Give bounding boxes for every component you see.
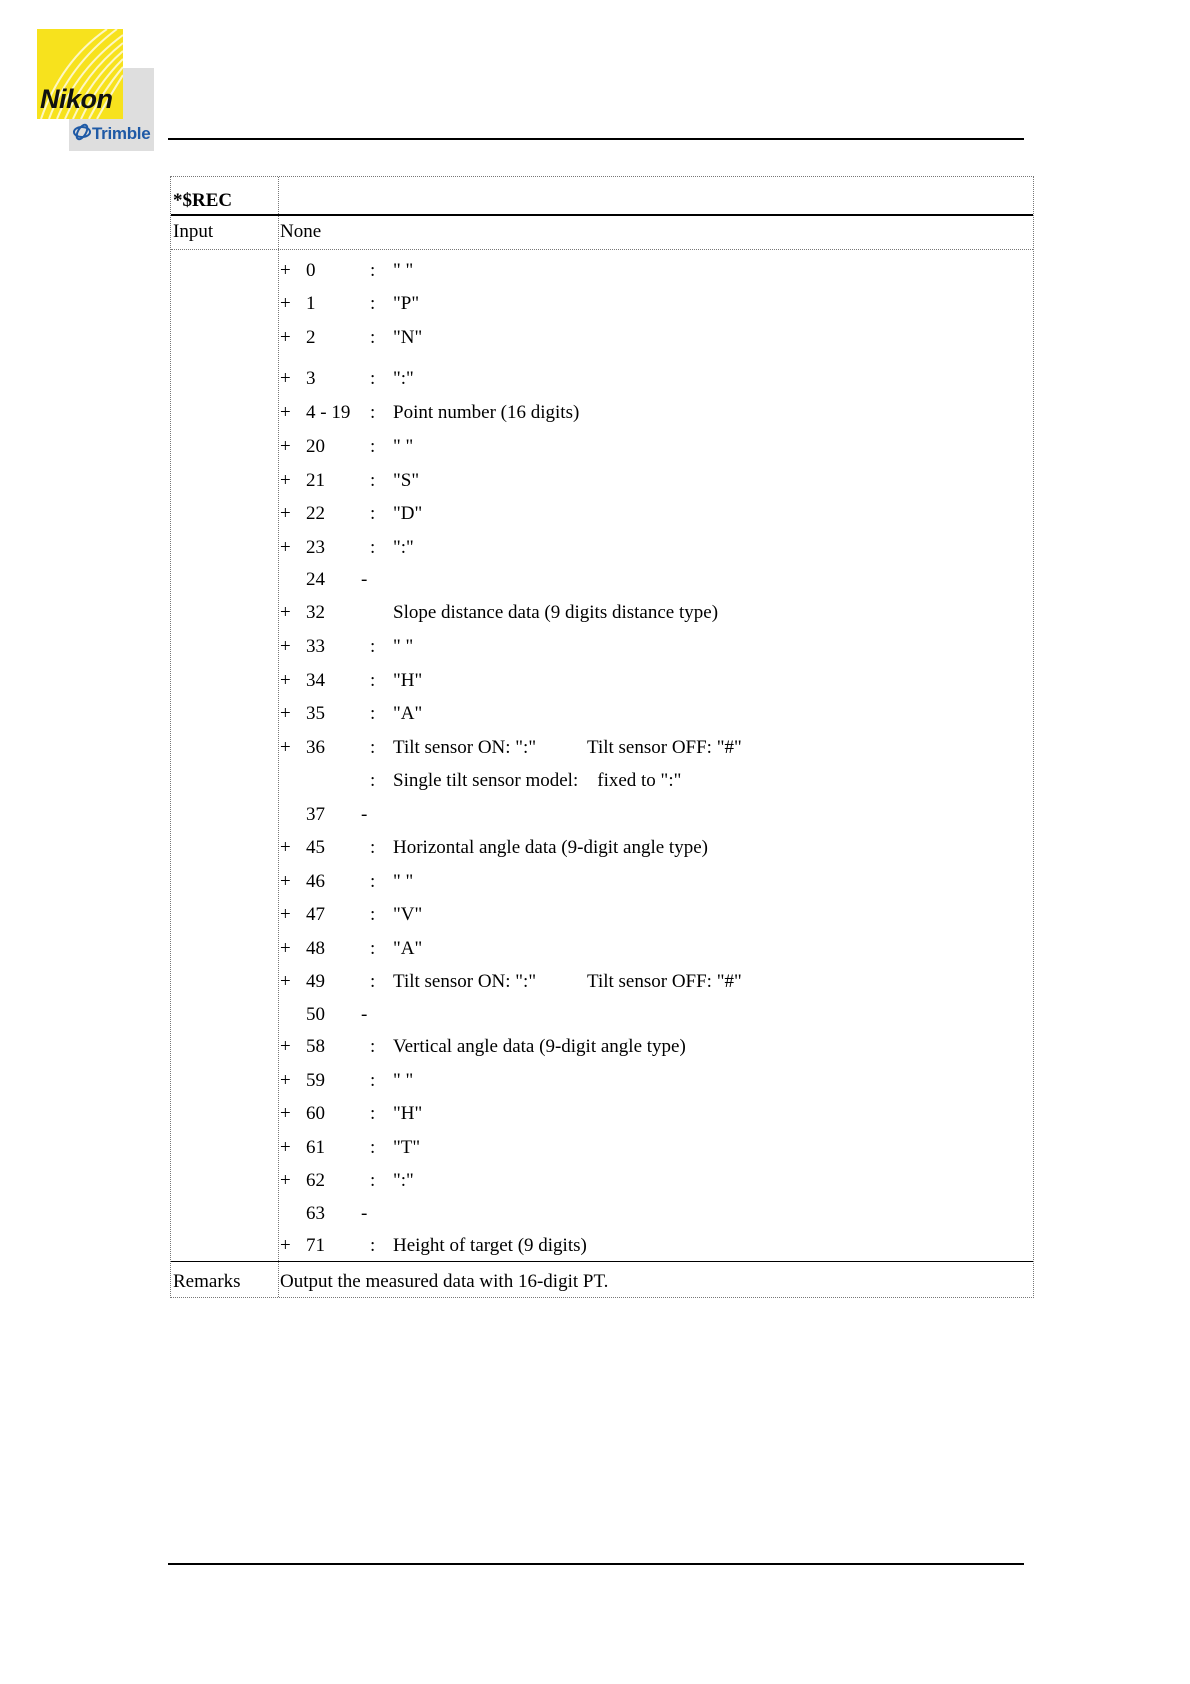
footer-rule (168, 1563, 1024, 1565)
output-line-offset: 20 (306, 436, 325, 457)
remarks-label: Remarks (171, 1262, 279, 1297)
output-line-description: Slope distance data (9 digits distance type) (393, 602, 719, 623)
output-line-description: "D" (393, 503, 423, 524)
output-line-description: "S" (393, 470, 420, 491)
nikon-wordmark: Nikon (40, 84, 113, 114)
output-line-separator: : (370, 1235, 376, 1256)
output-line-offset: 37 (306, 804, 325, 825)
output-line-offset: 4 - 19 (306, 402, 351, 423)
output-line-offset: 48 (306, 938, 325, 959)
input-value: None (280, 221, 322, 242)
output-line-plus: + (280, 436, 291, 457)
output-line-plus: + (280, 703, 291, 724)
output-line-offset: 1 (306, 293, 316, 314)
output-line-separator: : (370, 770, 376, 791)
output-line-description: ":" (393, 537, 414, 558)
output-line-offset: 49 (306, 971, 325, 992)
output-line-plus: + (280, 1170, 291, 1191)
output-line-plus: + (280, 1036, 291, 1057)
output-line-plus: + (280, 470, 291, 491)
output-line-plus: + (280, 537, 291, 558)
input-row (171, 216, 1033, 250)
output-line-offset: 33 (306, 636, 325, 657)
output-line-separator: : (370, 327, 376, 348)
output-line-separator: : (370, 503, 376, 524)
output-line-separator: : (370, 737, 376, 758)
output-line-description: "N" (393, 327, 423, 348)
output-line-separator: : (370, 402, 376, 423)
trimble-wordmark: Trimble (92, 124, 151, 143)
output-line-offset: 2 (306, 327, 316, 348)
output-line-plus: + (280, 871, 291, 892)
output-line-description: Tilt sensor ON: ":" (393, 971, 537, 992)
output-line-description: "T" (393, 1137, 421, 1158)
output-line-separator: : (370, 260, 376, 281)
output-line-plus: + (280, 402, 291, 423)
output-line-separator: : (370, 938, 376, 959)
output-line-offset: 22 (306, 503, 325, 524)
output-line-offset: 32 (306, 602, 325, 623)
output-line-offset: 60 (306, 1103, 325, 1124)
output-line-plus: + (280, 904, 291, 925)
remarks-row (171, 1262, 1033, 1297)
output-line-description: "H" (393, 670, 423, 691)
output-line-offset: 21 (306, 470, 325, 491)
output-line-description: " " (393, 871, 414, 892)
output-line-offset: 36 (306, 737, 325, 758)
output-line-plus: + (280, 670, 291, 691)
output-line-separator: : (370, 293, 376, 314)
output-line-range-dash: - (361, 569, 368, 590)
output-line-description: "A" (393, 938, 423, 959)
header-rule (168, 138, 1024, 140)
command-name: *$REC (171, 177, 279, 214)
trimble-globe-icon (73, 123, 91, 141)
output-line-description: "H" (393, 1103, 423, 1124)
output-line-separator: : (370, 537, 376, 558)
output-line-offset: 23 (306, 537, 325, 558)
output-line-offset: 63 (306, 1203, 325, 1224)
output-line-description: ":" (393, 1170, 414, 1191)
output-line-offset: 62 (306, 1170, 325, 1191)
output-line-offset: 46 (306, 871, 325, 892)
output-line-separator: : (370, 904, 376, 925)
output-line-description: Vertical angle data (9-digit angle type) (393, 1036, 686, 1057)
output-line-plus: + (280, 1235, 291, 1256)
output-line-description: "V" (393, 904, 423, 925)
nikon-trimble-logo (37, 29, 154, 151)
output-line-separator: : (370, 1036, 376, 1057)
output-line-offset: 35 (306, 703, 325, 724)
output-line-description: " " (393, 436, 414, 457)
output-line-range-dash: - (361, 1203, 368, 1224)
output-line-description-alt: Tilt sensor OFF: "#" (587, 971, 742, 992)
output-line-offset: 45 (306, 837, 325, 858)
output-line-separator: : (370, 436, 376, 457)
output-line-offset: 61 (306, 1137, 325, 1158)
output-line-separator: : (370, 871, 376, 892)
output-line-range-dash: - (361, 1004, 368, 1025)
command-header-row (171, 177, 1033, 216)
output-line-plus: + (280, 260, 291, 281)
output-line-plus: + (280, 837, 291, 858)
output-line-plus: + (280, 938, 291, 959)
output-line-separator: : (370, 1137, 376, 1158)
output-line-separator: : (370, 1103, 376, 1124)
output-line-plus: + (280, 1137, 291, 1158)
output-line-separator: : (370, 368, 376, 389)
output-line-plus: + (280, 503, 291, 524)
input-label: Input (171, 216, 279, 249)
output-line-offset: 0 (306, 260, 316, 281)
output-line-description: "A" (393, 703, 423, 724)
output-line-description: Horizontal angle data (9-digit angle type) (393, 837, 708, 858)
output-line-description: Single tilt sensor model: fixed to ":" (393, 770, 682, 791)
output-line-separator: : (370, 1170, 376, 1191)
output-line-description: "P" (393, 293, 420, 314)
output-line-description: Point number (16 digits) (393, 402, 580, 423)
output-line-separator: : (370, 837, 376, 858)
output-line-offset: 50 (306, 1004, 325, 1025)
output-line-description: " " (393, 636, 414, 657)
output-line-plus: + (280, 1070, 291, 1091)
output-line-range-dash: - (361, 804, 368, 825)
output-line-separator: : (370, 1070, 376, 1091)
command-table (170, 176, 1034, 1298)
output-row (171, 250, 1033, 1262)
output-line-plus: + (280, 327, 291, 348)
output-line-description-alt: Tilt sensor OFF: "#" (587, 737, 742, 758)
output-line-offset: 24 (306, 569, 325, 590)
output-line-plus: + (280, 368, 291, 389)
output-line-plus: + (280, 1103, 291, 1124)
output-line-plus: + (280, 636, 291, 657)
output-line-plus: + (280, 602, 291, 623)
output-line-offset: 34 (306, 670, 325, 691)
remarks-value: Output the measured data with 16-digit PT. (280, 1271, 609, 1292)
output-line-description: " " (393, 260, 414, 281)
output-line-separator: : (370, 703, 376, 724)
output-line-offset: 59 (306, 1070, 325, 1091)
output-format-list (279, 250, 1033, 1261)
output-line-separator: : (370, 971, 376, 992)
output-line-separator: : (370, 470, 376, 491)
output-line-description: Height of target (9 digits) (393, 1235, 587, 1256)
output-line-description: Tilt sensor ON: ":" (393, 737, 537, 758)
output-line-offset: 71 (306, 1235, 325, 1256)
command-header-blank (279, 177, 1033, 214)
output-line-offset: 3 (306, 368, 316, 389)
output-line-offset: 58 (306, 1036, 325, 1057)
output-line-separator: : (370, 670, 376, 691)
output-line-plus: + (280, 737, 291, 758)
output-line-separator: : (370, 636, 376, 657)
output-line-description: " " (393, 1070, 414, 1091)
output-line-plus: + (280, 971, 291, 992)
output-line-description: ":" (393, 368, 414, 389)
output-line-plus: + (280, 293, 291, 314)
output-line-offset: 47 (306, 904, 325, 925)
output-label-cell (171, 250, 279, 1261)
